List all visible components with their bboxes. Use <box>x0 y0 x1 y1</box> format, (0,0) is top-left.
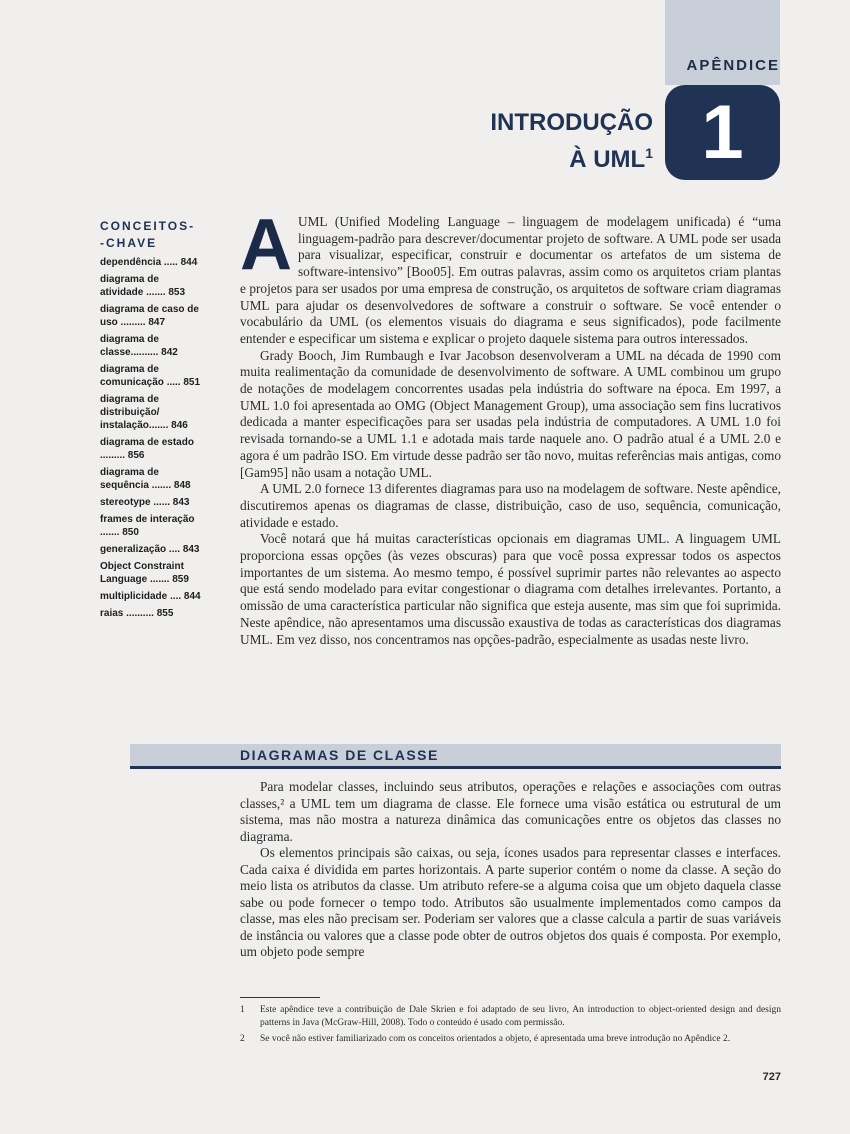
footnote-2 <box>240 1033 781 1046</box>
key-concept-item: diagrama de sequência ....... 848 <box>100 467 191 491</box>
intro-body <box>240 205 781 648</box>
key-concepts-title-line1: CONCEITOS- <box>100 219 196 233</box>
intro-paragraph-2: Grady Booch, Jim Rumbaugh e Ivar Jacobson desenvolveram a UML na década de 1990 com muita realimentação da comunidade de desenvolvimento de software. A UML combinou um grupo de notações de modelagem concorrentes usadas pela indústria do software na época. Em 1997, a UML 1.0 foi apresentada ao OMG (Object Management Group), uma associação sem fins lucrativos dedicada a manter especificações para ser usadas pela indústria de computadores. A UML 1.0 foi revisada tornando-se a UML 1.1 e adotada mais tarde naquele ano. O padrão atual é a UML 2.0 e agora é um padrão ISO. Em virtude desse padrão ser tão novo, muitas referências mais antigas, como [Gam95] não usam a notação UML. <box>240 347 781 480</box>
key-concepts-title <box>100 218 205 252</box>
key-concept-item: frames de interação ....... 850 <box>100 514 195 538</box>
chapter-title-line1: INTRODUÇÃO <box>490 109 653 136</box>
key-concept-item: diagrama de comunicação ..... 851 <box>100 364 201 388</box>
key-concept-item: diagrama de classe.......... 842 <box>100 334 178 358</box>
key-concepts-sidebar <box>100 218 205 624</box>
section-body <box>240 779 781 961</box>
title-footnote-marker: 1 <box>645 145 653 161</box>
key-concept-item: raias .......... 855 <box>100 608 174 619</box>
chapter-title <box>490 108 653 175</box>
section-paragraph-2: Os elementos principais são caixas, ou seja, ícones usados para representar classes e interfaces. Cada caixa é dividida em partes horizontais. A parte superior contém o nome da classe. A seção do meio lista os atributos da classe. Um atributo refere-se a alguma coisa que um objeto daquela classe sabe ou pode fornecer o tempo todo. Atributos são usualmente implementados como campos da classe, mas eles não precisam ser. Poderiam ser valores que a classe calcula a partir de suas variáveis de instância ou valores que a classe pode obter de outros objetos dos quais é composta. Por exemplo, um objeto pode sempre <box>240 845 781 959</box>
footnotes <box>240 1004 781 1049</box>
appendix-number: 1 <box>665 85 780 180</box>
page-number: 727 <box>762 1071 781 1083</box>
section-paragraph-1: Para modelar classes, incluindo seus atributos, operações e relações e associações com outras classes,² a UML tem um diagrama de classe. Ele fornece uma visão estática ou estrutural de um sistema, mas não mostra a natureza dinâmica das comunicações entre os objetos das classes no diagrama. <box>240 779 781 844</box>
key-concepts-list <box>100 256 205 620</box>
footnote-1 <box>240 1004 781 1030</box>
footnote-text: Este apêndice teve a contribuição de Dale Skrien e foi adaptado de seu livro, An introduction to object-oriented design and design patterns in Java (McGraw-Hill, 2008). Todo o conteúdo é usado com permissão. <box>260 1005 781 1028</box>
key-concepts-title-line2: -CHAVE <box>100 236 158 250</box>
section-title: DIAGRAMAS DE CLASSE <box>240 747 439 763</box>
chapter-title-line2 <box>490 138 653 175</box>
key-concept-item: diagrama de caso de uso ......... 847 <box>100 304 199 328</box>
intro-paragraph-3: A UML 2.0 fornece 13 diferentes diagramas para uso na modelagem de software. Neste apêndice, discutiremos apenas os diagramas de classe, distribuição, caso de uso, sequência, comunicação, atividade e estado. <box>240 481 781 530</box>
drop-cap: A <box>240 205 292 285</box>
key-concept-item: diagrama de estado ......... 856 <box>100 437 194 461</box>
intro-paragraph-4: Você notará que há muitas características opcionais em diagramas UML. A linguagem UML proporciona essas opções (às vezes obscuras) para que você possa expressar todos os aspectos importantes de um sistema. Ao mesmo tempo, é possível suprimir partes não relevantes ao aspecto que está sendo modelado para evitar congestionar o diagrama com detalhes irrelevantes. Portanto, a omissão de uma característica particular não significa que esteja ausente, mas sim que foi suprimida. Neste apêndice, não apresentamos uma discussão exaustiva de todas as características dos diagramas UML. Em vez disso, nos concentramos nas opções-padrão, especialmente as usadas neste livro. <box>240 531 781 647</box>
key-concept-item: diagrama de distribuição/ instalação....... 846 <box>100 394 188 431</box>
footnote-number: 1 <box>240 1005 245 1015</box>
key-concept-item: multiplicidade .... 844 <box>100 591 201 602</box>
key-concept-item: dependência ..... 844 <box>100 257 198 268</box>
intro-paragraph-1: UML (Unified Modeling Language – linguagem de modelagem unificada) é “uma linguagem-padrão para descrever/documentar projeto de software. A UML pode ser usada para visualizar, especificar, construir e documentar os artefatos de um sistema de software-intensivo” [Boo05]. Em outras palavras, assim como os arquitetos criam plantas e projetos para ser usados por uma empresa de construção, os arquitetos de software criam diagramas UML para ajudar os desenvolvedores de software a construir o software. Se você entender o vocabulário da UML (os elementos visuais do diagrama e seus significados), pode facilmente entender e especificar um sistema e explicar o projeto daquele sistema para outros interessados. <box>240 214 781 346</box>
footnote-number: 2 <box>240 1034 245 1044</box>
key-concept-item: Object Constraint Language ....... 859 <box>100 561 189 585</box>
appendix-label: APÊNDICE <box>686 57 780 74</box>
section-header-bar <box>130 744 781 769</box>
footnote-text: Se você não estiver familiarizado com os conceitos orientados a objeto, é apresentada uma breve introdução no Apêndice 2. <box>260 1034 731 1044</box>
key-concept-item: stereotype ...... 843 <box>100 497 190 508</box>
key-concept-item: diagrama de atividade ....... 853 <box>100 274 186 298</box>
chapter-title-text: À UML <box>569 146 646 173</box>
key-concept-item: generalização .... 843 <box>100 544 200 555</box>
footnote-rule <box>240 997 320 998</box>
